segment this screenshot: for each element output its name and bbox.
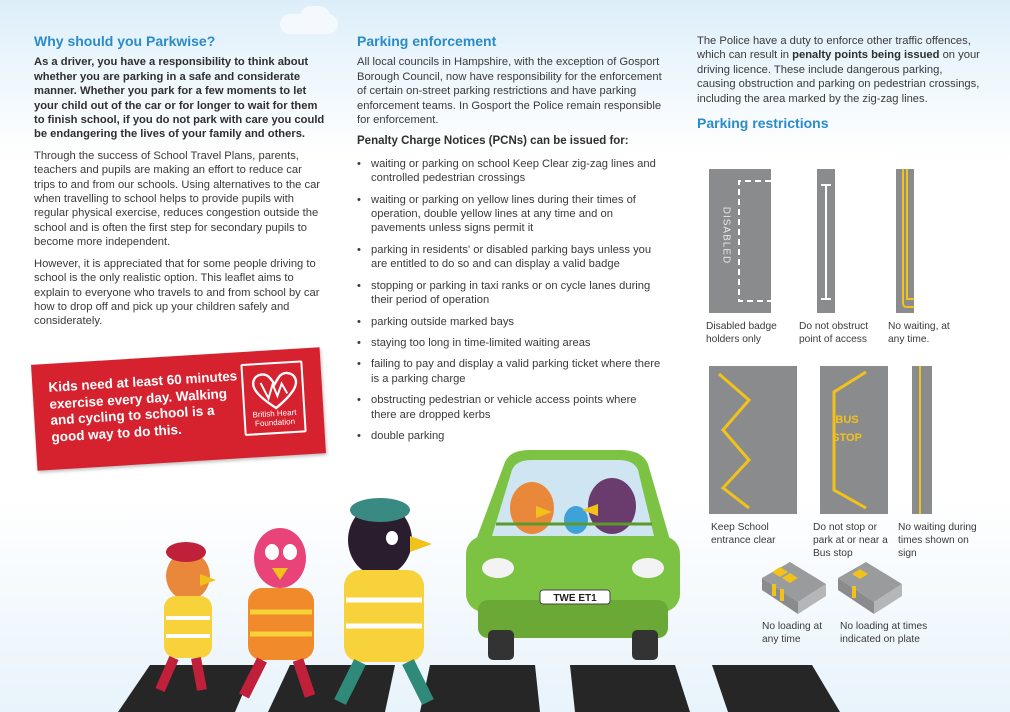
bullet-icon: • [357,279,361,292]
crossing-stripe [570,665,690,712]
waiting-times-caption: No waiting during times shown on sign [898,522,977,559]
no-loading-any-caption: No loading at any time [762,621,823,645]
list-item-text: waiting or parking on yellow lines during their times of operation, double yellow lines at any time and on pavements unless signs permit it [371,193,636,235]
school-crossing-illustration [0,440,1010,712]
bhf-logo-text [245,407,304,429]
number-plate: TWE ET1 [553,593,597,604]
bullet-icon: • [357,243,361,256]
right-column [697,34,982,137]
parking-restrictions-heading: Parking restrictions [697,115,829,132]
green-car [466,450,680,660]
list-item-text: staying too long in time-limited waiting areas [371,336,591,349]
crossing-stripe [118,665,255,712]
list-item-text: stopping or parking in taxi ranks or on cycle lanes during their period of operation [371,279,651,307]
crossing-stripe [712,665,840,712]
list-item [357,243,662,272]
enforcement-paragraph: All local councils in Hampshire, with the exception of Gosport Borough Council, now have responsibility for the enforcement of certain on-street parking restrictions and have parking enforcement teams. In Gosport the Police remain responsible for enforcement. [357,56,662,127]
penalty-points-text: penalty points being issued [792,49,940,62]
bullet-icon: • [357,157,361,170]
list-item [357,279,662,308]
list-item [357,193,662,236]
parking-enforcement-heading: Parking enforcement [357,33,497,49]
list-item [357,357,662,386]
list-item [357,393,662,422]
bus-stop-word1: BUS [835,414,859,426]
why-parkwise-heading: Why should you Parkwise? [34,33,216,49]
bus-stop-caption: Do not stop or park at or near a Bus stop [813,522,888,559]
keep-clear-caption: Keep School entrance clear [711,522,776,546]
left-column [34,34,326,336]
bullet-icon: • [357,336,361,349]
pcn-list [357,157,662,444]
list-item-text: double parking [371,429,445,442]
bus-stop-word2: STOP [832,432,862,444]
double-yellow-lines [896,169,914,313]
cloud-decoration [300,6,330,28]
list-item-text: obstructing pedestrian or vehicle access points where there are dropped kerbs [371,394,637,421]
bhf-logo [240,360,306,436]
list-item [357,157,662,186]
access-point-markings [817,169,835,313]
list-item-text: parking outside marked bays [371,315,515,328]
heart-icon [245,366,306,413]
police-duty-paragraph [697,34,982,106]
police-text-end: on your driving licence. These include dangerous parking, causing obstruction and parking on pedestrian crossings, including the area marked by the zig-zag lines. [697,49,980,105]
leaflet-purpose-paragraph: However, it is appreciated that for some people driving to school is the only realistic option. This leaflet aims to explain to everyone who travels to and from school by car how to drop off and pick up your children safely and considerately. [34,257,320,328]
no-loading-times-caption: No loading at times indicated on plate [840,621,928,645]
disabled-bay-markings [709,169,771,313]
bullet-icon: • [357,193,361,206]
bullet-icon: • [357,429,361,442]
bullet-icon: • [357,358,361,371]
list-item-text: failing to pay and display a valid parking ticket where there is a parking charge [371,358,661,385]
access-point-caption: Do not obstruct point of access [799,321,869,345]
police-text-start: The Police have a duty to enforce other traffic offences, which can result in [697,35,971,62]
bullet-icon: • [357,315,361,328]
list-item-text: parking in residents' or disabled parking bays unless you are entitled to do so and can display a valid badge [371,243,652,271]
crossing-stripe [268,665,395,712]
list-item-text: waiting or parking on school Keep Clear zig-zag lines and controlled pedestrian crossings [371,157,656,185]
intro-paragraph: As a driver, you have a responsibility to think about whether you are parking in a safe and considerate manner. Whether you park for a few moments to let your child out of the car or for longer to wait for them to finish school, if you do not park with care you could be endangering the lives of your family and others. [34,56,325,141]
bhf-logo-line1: British Heart [252,407,297,420]
walking-bird-pink [244,528,314,696]
list-item [357,315,662,329]
pcn-heading: Penalty Charge Notices (PCNs) can be issued for: [357,135,629,148]
bhf-logo-line2: Foundation [254,416,296,429]
travel-plans-paragraph: Through the success of School Travel Plans, parents, teachers and pupils are making an effort to reduce car trips to and from our schools. Using alternatives to the car when travelling to school helps to provide pupils with regular physical exercise, reduces congestion outside the school and is often the first step for secondary pupils to become more independent. [34,149,321,249]
list-item [357,336,662,350]
exercise-message: Kids need at least 60 minutes exercise every day. Walking and cycling to school is a good way to do this. [47,368,238,445]
disabled-bay-caption: Disabled badge holders only [706,321,777,345]
no-waiting-caption: No waiting, at any time. [888,321,950,345]
crossing-stripe [420,665,540,712]
middle-column [357,34,662,450]
bullet-icon: • [357,394,361,407]
disabled-bay-label: DISABLED [720,206,732,265]
